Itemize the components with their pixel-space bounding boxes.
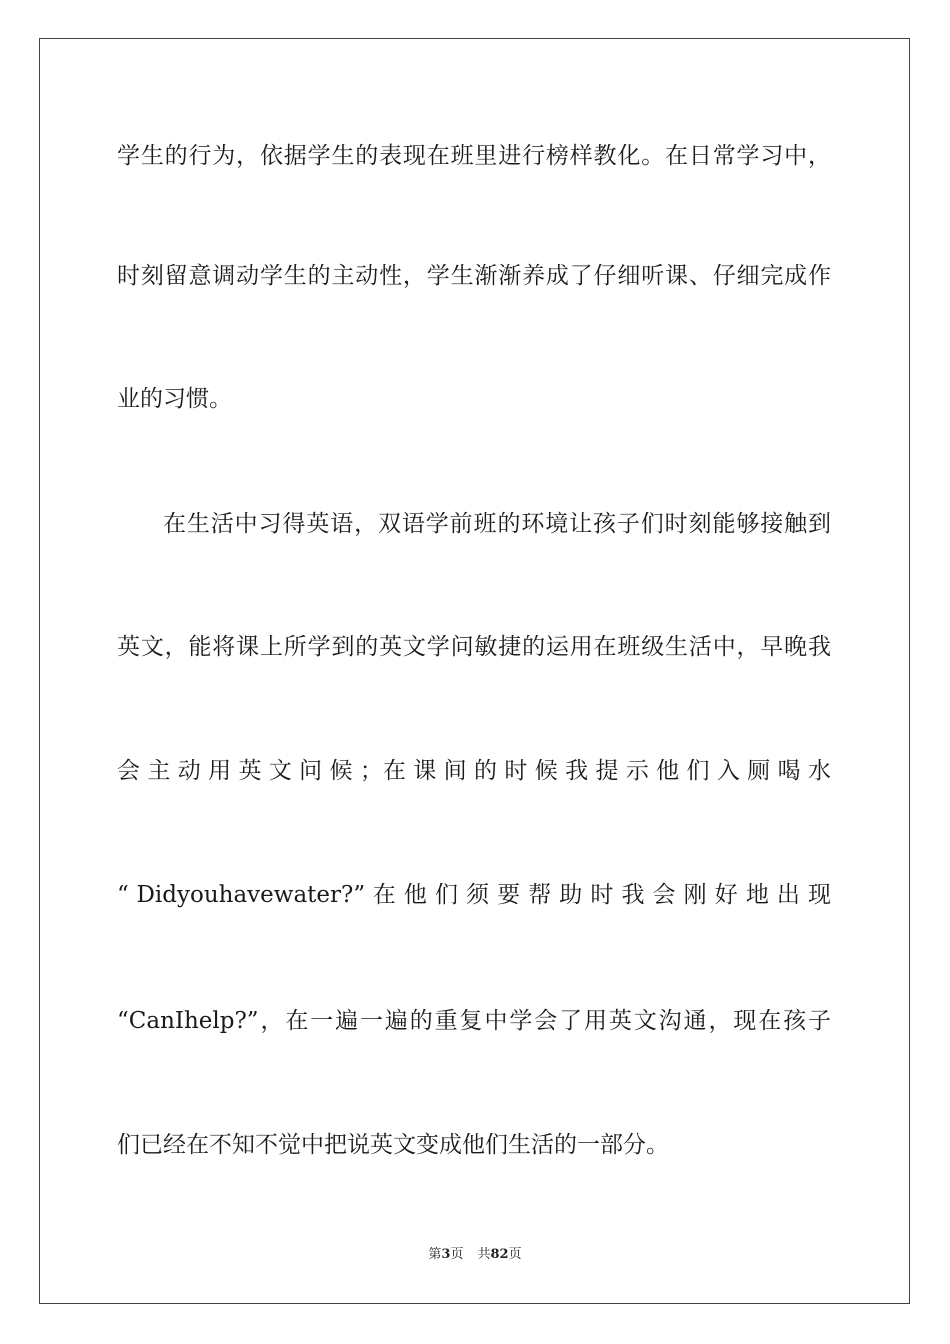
text-line-5: 英文，能将课上所学到的英文学问敏捷的运用在班级生活中，早晚我	[117, 634, 831, 660]
page-suffix: 页	[450, 1247, 464, 1262]
text-line-9: 们已经在不知不觉中把说英文变成他们生活的一部分。	[117, 1132, 669, 1158]
total-prefix: 共	[477, 1247, 491, 1262]
text-line-1: 学生的行为，依据学生的表现在班里进行榜样教化。在日常学习中，	[117, 143, 831, 169]
text-line-7: “ Didyouhavewater?” 在 他 们 须 要 帮 助 时 我 会 刚 好 地 出 现	[117, 882, 831, 908]
text-line-2: 时刻留意调动学生的主动性，学生渐渐养成了仔细听课、仔细完成作	[117, 263, 831, 289]
total-suffix: 页	[508, 1247, 522, 1262]
text-line-3: 业的习惯。	[117, 386, 232, 412]
text-line-4: 在生活中习得英语，双语学前班的环境让孩子们时刻能够接触到	[163, 511, 831, 537]
total-pages: 82	[490, 1247, 509, 1262]
page-prefix: 第	[428, 1247, 442, 1262]
page-border	[39, 38, 910, 1304]
text-line-8: “CanIhelp?”，在一遍一遍的重复中学会了用英文沟通，现在孩子	[117, 1008, 831, 1034]
page-number: 3	[441, 1247, 451, 1262]
text-line-6: 会 主 动 用 英 文 问 候 ；在 课 间 的 时 候 我 提 示 他 们 入 厕 喝 水	[117, 758, 831, 784]
page-footer	[0, 1246, 950, 1264]
